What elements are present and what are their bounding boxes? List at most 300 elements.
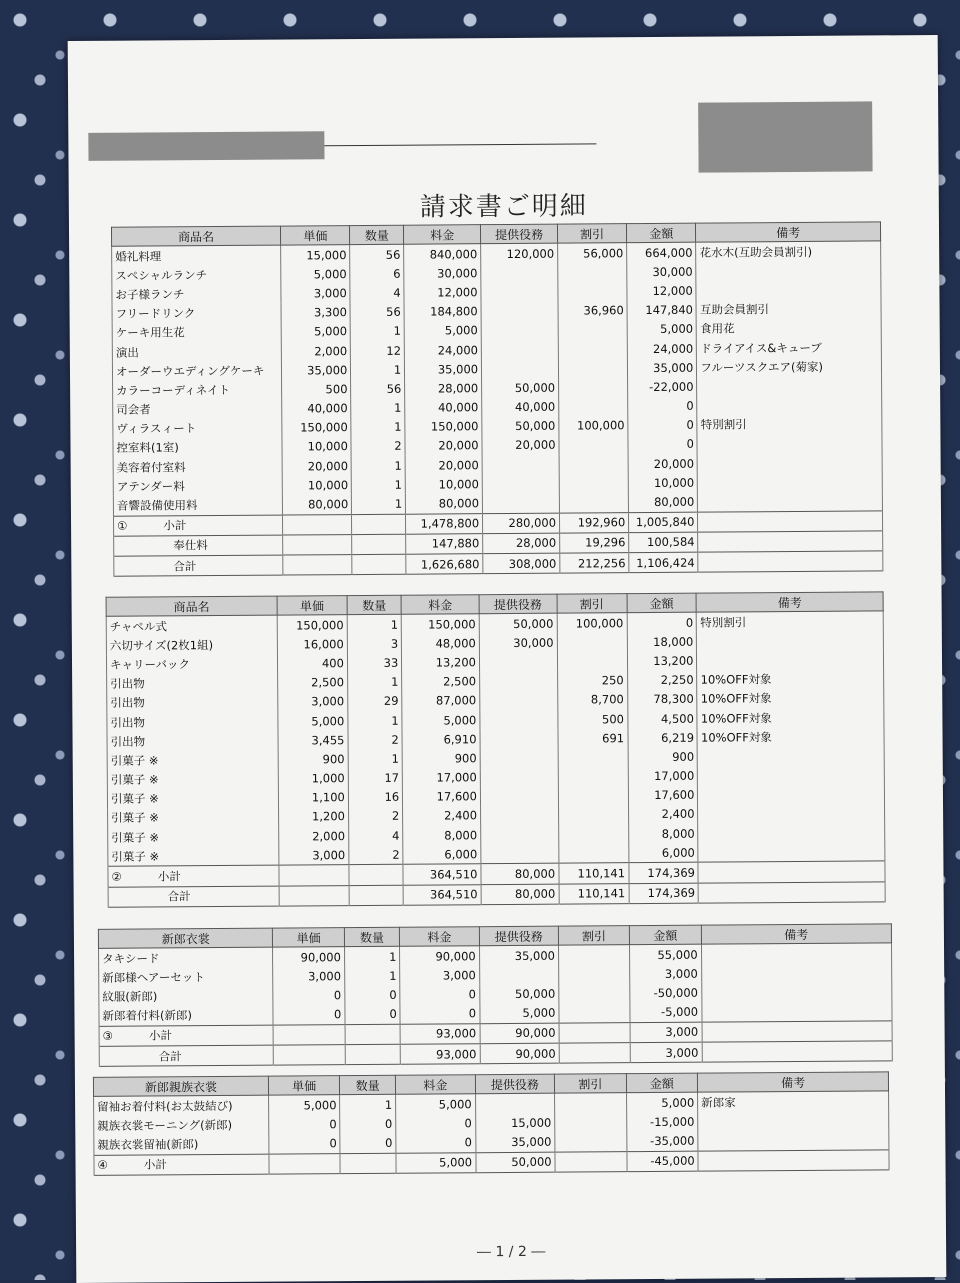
amount-cell: 5,000 [281,322,350,342]
amount-cell [481,340,558,360]
total-amount: 192,960 [559,512,628,533]
total-amount: 5,000 [396,1152,476,1173]
amount-cell: 1 [347,672,402,692]
total-amount: 147,880 [406,533,483,554]
total-amount [559,1022,630,1043]
amount-cell [555,1132,627,1152]
remarks [701,963,892,984]
column-header: 割引 [554,1074,626,1093]
amount-cell: 0 [269,1114,341,1134]
amount-cell: 4 [349,826,404,846]
amount-cell: 6,219 [628,728,698,748]
column-header: 数量 [340,1075,396,1094]
column-header: 料金 [404,225,481,245]
total-amount: 174,369 [629,883,699,904]
remarks [698,803,885,823]
amount-cell: 691 [558,728,628,748]
remarks [698,1111,889,1132]
invoice-paper [68,35,947,1283]
item-name: 婚礼料理 [112,245,281,266]
amount-cell: 500 [282,379,351,399]
amount-cell: 184,800 [404,302,481,322]
amount-cell: 2 [349,845,404,865]
total-amount: 90,000 [480,1023,559,1044]
item-name: オーダーウエディングケーキ [112,361,281,381]
item-name: チャペル式 [106,615,277,636]
amount-cell: 2,000 [279,826,349,846]
amount-cell: 2 [351,437,405,457]
page-number: ― 1 / 2 ― [476,1243,546,1261]
empty-cell [352,534,406,555]
amount-cell: 24,000 [627,339,696,359]
amount-cell: 5,000 [281,264,350,284]
totals-label: 奉仕料 [173,538,208,553]
total-amount: 3,000 [630,1022,701,1043]
amount-cell: 48,000 [402,633,480,653]
amount-cell: 1 [351,417,405,437]
totals-row [114,551,883,577]
amount-cell: 3,000 [400,965,479,985]
amount-cell: 20,000 [482,436,559,456]
column-header: 備考 [697,592,884,612]
amount-cell: 6,000 [628,843,698,863]
amount-cell: 4,500 [627,709,697,729]
amount-cell: 87,000 [402,691,480,711]
amount-cell [482,455,559,475]
total-amount: 280,000 [483,513,560,534]
section-marker [99,1045,274,1066]
amount-cell [559,454,628,474]
amount-cell [559,435,628,455]
empty-cell [274,1045,345,1066]
totals-row [108,881,885,907]
empty-cell [349,885,404,906]
item-name: 六切サイズ(2枚1組) [106,635,277,655]
amount-cell: 2,500 [278,673,348,693]
remarks [696,280,881,300]
remarks [697,395,882,415]
item-name: アテンダー料 [113,476,282,496]
empty-cell [283,555,352,576]
empty-cell [702,1021,893,1043]
amount-cell: 17,600 [628,785,698,805]
column-header: 単価 [281,226,350,245]
total-amount: 110,141 [559,863,629,884]
amount-cell: 1 [340,1094,396,1114]
amount-cell: 150,000 [401,614,479,634]
amount-cell: 12 [351,341,405,361]
amount-cell: 17 [348,768,403,788]
column-header: 提供役務 [479,594,557,614]
amount-cell: 900 [628,747,698,767]
amount-cell: 3,455 [278,730,348,750]
amount-cell: 20,000 [405,455,482,475]
amount-cell: 35,000 [479,945,558,965]
item-name: 引菓子 ※ [108,807,279,827]
amount-cell [479,652,557,672]
amount-cell: 900 [402,749,480,769]
remarks [701,982,892,1003]
column-header: 金額 [627,223,696,242]
amount-cell: 4 [350,283,404,303]
amount-cell: 17,000 [403,768,481,788]
amount-cell: 250 [557,671,627,691]
amount-cell: 0 [400,985,479,1005]
total-amount: 80,000 [481,884,559,905]
total-amount: 3,000 [630,1042,701,1063]
amount-cell: 1 [348,749,403,769]
item-name: 紋服(新郎) [99,986,274,1006]
amount-cell: 3,000 [630,964,701,984]
remarks [698,746,885,766]
column-header: 備考 [696,222,881,242]
amount-cell: 0 [396,1113,476,1133]
item-name: 引出物 [107,673,278,693]
item-name: 引出物 [107,731,278,751]
amount-cell [479,965,558,985]
amount-cell: 0 [340,1133,396,1153]
column-header: 金額 [630,925,701,944]
amount-cell [481,263,558,283]
amount-cell: 20,000 [628,454,697,474]
amount-cell: 0 [627,612,697,632]
column-header: 金額 [626,1073,698,1092]
amount-cell [558,262,627,282]
item-name: 引菓子 ※ [107,788,278,808]
amount-cell: 1 [351,321,405,341]
amount-cell: -50,000 [630,983,701,1003]
amount-cell: -5,000 [630,1002,701,1022]
column-header: 新郎衣裳 [98,928,273,948]
total-amount [555,1151,627,1172]
amount-cell: 10,000 [628,473,697,493]
redacted-name [88,131,324,161]
amount-cell: 2,400 [628,805,698,825]
empty-cell [699,881,886,902]
amount-cell: 0 [340,1114,396,1134]
empty-cell [283,534,352,555]
item-name: タキシード [99,947,274,968]
amount-cell: 16 [348,787,403,807]
total-amount: 80,000 [481,864,559,885]
amount-cell: 120,000 [481,243,558,263]
amount-cell: 2 [348,807,403,827]
column-header: 数量 [344,927,400,946]
amount-cell: 80,000 [629,492,698,512]
empty-cell [279,885,349,906]
empty-cell [352,554,406,575]
item-name: 親族衣裳モーニング(新郎) [94,1115,269,1135]
section-marker [114,555,283,576]
empty-cell [340,1153,396,1174]
section-marker: ② 小計 [108,866,279,887]
amount-cell [480,710,558,730]
item-name: 演出 [112,342,281,362]
total-amount: 50,000 [476,1152,556,1173]
amount-cell: 40,000 [282,399,351,419]
total-amount: 93,000 [400,1044,479,1065]
remarks [698,1130,889,1151]
column-header: 数量 [347,595,402,614]
amount-cell: 90,000 [273,947,344,967]
column-header: 提供役務 [475,1074,555,1094]
total-amount: -45,000 [627,1151,699,1172]
amount-cell [558,805,628,825]
amount-cell: 5,000 [402,710,480,730]
item-name: 新郎着付料(新郎) [99,1005,274,1026]
total-amount: 212,256 [560,553,629,574]
amount-cell: 0 [273,1005,344,1025]
item-name: 新郎様ヘアーセット [99,967,274,987]
amount-cell: 56 [350,244,404,264]
amount-cell: 36,960 [558,301,627,321]
item-name: 司会者 [113,399,282,419]
remarks [698,765,885,785]
amount-cell: 56 [351,379,405,399]
empty-cell [698,551,883,572]
amount-cell: 78,300 [627,689,697,709]
column-header: 備考 [698,1072,889,1092]
amount-cell: 150,000 [277,615,347,635]
column-header: 商品名 [106,596,277,616]
item-name: 音響設備使用料 [113,495,282,516]
item-name: 控室料(1室) [113,437,282,457]
amount-cell: 1 [348,711,403,731]
column-header: 商品名 [111,226,280,246]
amount-cell: 35,000 [475,1132,555,1152]
empty-cell [274,1024,345,1045]
amount-cell: 30,000 [479,633,557,653]
amount-cell: 17,000 [628,766,698,786]
amount-cell: 1,100 [278,788,348,808]
amount-cell: 1,000 [278,769,348,789]
amount-cell: 150,000 [405,417,482,437]
total-amount: 1,478,800 [406,513,483,534]
total-amount: 308,000 [483,553,560,574]
column-header: 数量 [350,225,404,244]
amount-cell: 20,000 [405,436,482,456]
amount-cell: 40,000 [482,397,559,417]
amount-cell: 5,000 [396,1094,476,1114]
amount-cell [559,984,630,1004]
total-amount [559,1043,630,1064]
amount-cell: 12,000 [404,283,481,303]
amount-cell: 5,000 [627,319,696,339]
amount-cell [559,964,630,984]
column-header: 割引 [557,594,627,613]
amount-cell: 6 [350,264,404,284]
item-name: 美容着付室料 [113,457,282,477]
amount-cell: 2,400 [403,806,481,826]
amount-cell: 0 [396,1133,476,1153]
remarks: 10%OFF対象 [697,707,884,727]
remarks: 10%OFF対象 [697,726,884,746]
remarks [697,433,882,453]
column-header: 単価 [268,1076,340,1095]
section-marker: ③ 小計 [99,1025,274,1046]
remarks: 花水木(互助会員割引) [696,241,881,262]
totals-row [99,1041,892,1067]
amount-cell: 13,200 [402,653,480,673]
amount-cell: 1 [352,475,406,495]
amount-cell: 12,000 [627,281,696,301]
amount-cell: 18,000 [627,632,697,652]
amount-cell: 13,200 [627,651,697,671]
remarks: 10%OFF対象 [697,669,884,689]
remarks [698,491,883,512]
remarks: 互助会員割引 [696,299,881,319]
remarks: 食用花 [697,318,882,338]
item-name: お子様ランチ [112,284,281,304]
gifts-table [106,591,886,907]
total-amount: 1,005,840 [629,512,698,533]
amount-cell: 20,000 [282,456,351,476]
amount-cell: 17,600 [403,787,481,807]
total-amount: 100,584 [629,532,698,553]
amount-cell [482,359,559,379]
empty-cell [698,861,885,882]
remarks: 新郎家 [698,1091,889,1112]
remarks [698,842,885,863]
amount-cell [481,844,559,864]
amount-cell: 5,000 [480,1003,559,1023]
remarks [698,822,885,842]
totals-label: 小計 [148,1028,172,1043]
amount-cell [480,786,558,806]
amount-cell [558,786,628,806]
amount-cell: 33 [347,653,402,673]
amount-cell [480,690,558,710]
amount-cell [481,320,558,340]
amount-cell: 0 [345,1004,401,1024]
amount-cell: 3,300 [281,303,350,323]
amount-cell: 55,000 [630,944,701,964]
amount-cell: 10,000 [282,437,351,457]
amount-cell [482,474,559,494]
name-underline [324,143,596,146]
amount-cell: 0 [273,986,344,1006]
amount-cell [557,632,627,652]
total-amount: 364,510 [403,884,481,905]
amount-cell: 2 [348,730,403,750]
column-header: 料金 [401,595,479,615]
total-amount: 110,141 [559,883,629,904]
amount-cell: 16,000 [277,634,347,654]
main-items-table [111,221,883,577]
amount-cell [558,945,629,965]
amount-cell [555,1093,627,1113]
amount-cell [559,1003,630,1023]
amount-cell: 8,000 [628,824,698,844]
amount-cell [480,767,558,787]
item-name: 引菓子 ※ [108,846,279,867]
item-name: ヴィラスィート [113,418,282,438]
empty-cell [349,865,404,886]
section-marker [108,886,279,907]
remarks [702,1001,893,1022]
empty-cell [345,1044,401,1065]
amount-cell: 28,000 [405,378,482,398]
empty-cell [698,1149,889,1171]
remarks: 特別割引 [697,414,882,434]
amount-cell: 664,000 [627,242,696,262]
totals-label: 合計 [167,889,191,904]
remarks [698,784,885,804]
totals-label: 合計 [173,558,197,573]
amount-cell: 0 [628,396,697,416]
amount-cell [557,652,627,672]
totals-label: 小計 [163,518,187,533]
column-header: 単価 [273,928,344,947]
amount-cell: 8,000 [403,825,481,845]
amount-cell [559,493,628,513]
amount-cell: 6,910 [402,729,480,749]
amount-cell: 1 [351,398,405,418]
amount-cell: 5,000 [626,1092,698,1112]
column-header: 新郎親族衣裳 [93,1076,268,1096]
amount-cell [558,747,628,767]
section-marker: ④ 小計 [94,1154,269,1175]
totals-row [94,1149,889,1175]
amount-cell [480,729,558,749]
remarks [696,261,881,281]
amount-cell: 5,000 [278,711,348,731]
total-amount: 90,000 [480,1043,559,1064]
amount-cell: 40,000 [405,398,482,418]
amount-cell [480,748,558,768]
amount-cell [475,1093,555,1113]
amount-cell: 30,000 [627,262,696,282]
amount-cell: 35,000 [282,360,351,380]
amount-cell: -22,000 [628,377,697,397]
amount-cell: 30,000 [404,263,481,283]
empty-cell [702,1041,893,1063]
amount-cell [480,806,558,826]
amount-cell: 29 [348,691,403,711]
amount-cell: 3,000 [278,692,348,712]
amount-cell: 50,000 [482,416,559,436]
item-name: 引出物 [107,712,278,732]
amount-cell [481,825,559,845]
amount-cell [559,473,628,493]
amount-cell: 50,000 [479,613,557,633]
amount-cell: 150,000 [282,418,351,438]
amount-cell: 80,000 [406,494,483,514]
amount-cell [559,397,628,417]
column-header: 割引 [557,224,626,243]
empty-cell [698,531,883,552]
item-name: 引菓子 ※ [108,827,279,847]
amount-cell: 90,000 [400,946,479,966]
amount-cell [481,282,558,302]
page-title: 請求書ご明細 [419,191,588,223]
empty-cell [352,514,406,535]
total-amount: 93,000 [400,1023,479,1044]
column-header: 料金 [395,1075,475,1095]
amount-cell: 56,000 [558,243,627,263]
amount-cell: 8,700 [557,690,627,710]
amount-cell: 500 [557,709,627,729]
groom-attire-table [98,923,893,1067]
empty-cell [279,865,349,886]
empty-cell [283,514,352,535]
amount-cell: 5,000 [404,321,481,341]
section-marker: ① 小計 [113,515,282,536]
item-name: 留袖お着付料(お太鼓結び) [94,1095,269,1116]
amount-cell [482,493,559,513]
remarks [697,452,882,472]
item-name: カラーコーディネイト [113,380,282,400]
